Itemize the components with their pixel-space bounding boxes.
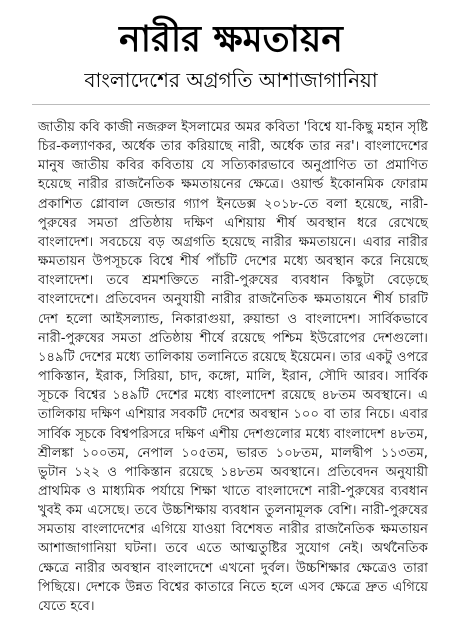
article-body: জাতীয় কবি কাজী নজরুল ইসলামের অমর কবিতা 'বিশ্বে যা-কিছু মহান সৃষ্টি চির-কল্যাণকর, অর্ধেক তার করিয়াছে নারী, অর্ধেক তার নর'। বাংলাদেশের মানুষ জাতীয় কবির কবিতায় যে সত্যিকারভাবে অনুপ্রাণিত তা প্রমাণিত হয়েছে নারীর রাজনৈতিক ক্ষমতায়নের ক্ষেত্রে। ওয়ার্ল্ড ইকোনমিক ফোরাম প্রকাশিত গ্লোবাল জেন্ডার গ্যাপ ইনডেক্স ২০১৮-তে বলা হয়েছে, নারী-পুরুষের সমতা প্রতিষ্ঠায় দক্ষিণ এশিয়ায় শীর্ষ অবস্থান ধরে রেখেছে বাংলাদেশ। সবচেয়ে বড় অগ্রগতি হয়েছে নারীর ক্ষমতায়নে। এবার নারীর ক্ষমতায়ন উপসূচকে বিশ্বে শীর্ষ পাঁচটি দেশের মধ্যে অবস্থান করে নিয়েছে বাংলাদেশ। তবে শ্রমশক্তিতে নারী-পুরুষের ব্যবধান কিছুটা বেড়েছে বাংলাদেশে। প্রতিবেদন অনুযায়ী নারীর রাজনৈতিক ক্ষমতায়নে শীর্ষ চারটি দেশ হলো আইসল্যান্ড, নিকারাগুয়া, রুয়ান্ডা ও বাংলাদেশ। সার্বিকভাবে নারী-পুরুষের সমতা প্রতিষ্ঠায় শীর্ষে রয়েছে পশ্চিম ইউরোপের দেশগুলো। ১৪৯টি দেশের মধ্যে তালিকায় তলানিতে রয়েছে ইয়েমেন। তার একটু ওপরে পাকিস্তান, ইরাক, সিরিয়া, চাদ, কঙ্গো, মালি, ইরান, সৌদি আরব। সার্বিক সূচকে বিশ্বের ১৪৯টি দেশের মধ্যে বাংলাদেশ রয়েছে ৪৮তম অবস্থানে। এ তালিকায় দক্ষিণ এশিয়ার সবকটি দেশের অবস্থান ১০০ বা তার নিচে। এবার সার্বিক সূচকে বিশ্বপরিসরে দক্ষিণ এশীয় দেশগুলোর মধ্যে বাংলাদেশ ৪৮তম, শ্রীলঙ্কা ১০০তম, নেপাল ১০৫তম, ভারত ১০৮তম, মালদ্বীপ ১১৩তম, ভুটান ১২২ ও পাকিস্তান রয়েছে ১৪৮তম অবস্থানে। প্রতিবেদন অনুযায়ী প্রাথমিক ও মাধ্যমিক পর্যায়ে শিক্ষা খাতে বাংলাদেশে নারী-পুরুষের ব্যবধান খুবই কম এসেছে। তবে উচ্চশিক্ষায় ব্যবধান তুলনামূলক বেশি। নারী-পুরুষের সমতায় বাংলাদেশের এগিয়ে যাওয়া বিশেষত নারীর রাজনৈতিক ক্ষমতায়ন আশাজাগানিয়া ঘটনা। তবে এতে আত্মতুষ্টির সুযোগ নেই। অর্থনৈতিক ক্ষেত্রে নারীর অবস্থান বাংলাদেশে এখনো দুর্বল। উচ্চশিক্ষার ক্ষেত্রেও তারা পিছিয়ে। দেশকে উন্নত বিশ্বের কাতারে নিতে হলে এসব ক্ষেত্রে দ্রুত এগিয়ে যেতে হবে।	[38, 120, 428, 614]
headline: নারীর ক্ষমতায়ন	[119, 19, 343, 60]
divider	[32, 104, 430, 105]
subheadline: বাংলাদেশের অগ্রগতি আশাজাগানিয়া	[84, 68, 378, 92]
